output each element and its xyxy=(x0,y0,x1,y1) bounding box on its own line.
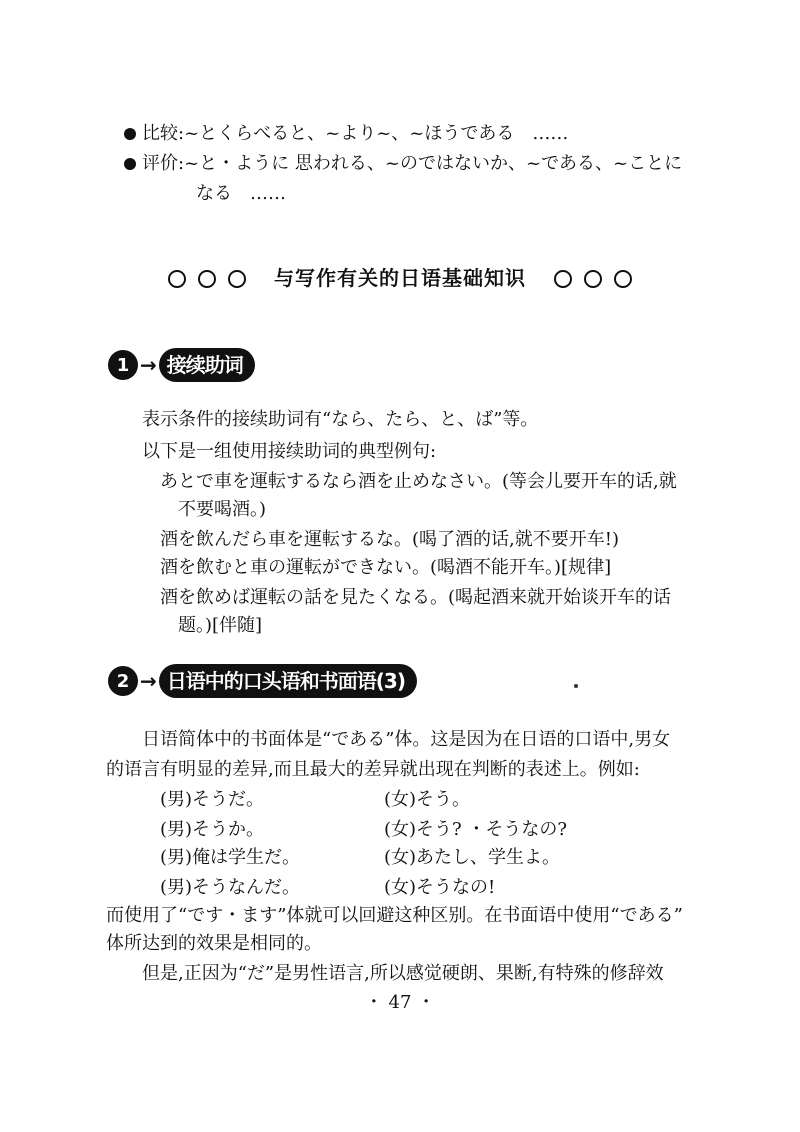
example-sentence: 酒を飲めば運転の話を見たくなる。(喝起酒来就开始谈开车的话 xyxy=(160,587,672,608)
male-example: (男)そうなんだ。 xyxy=(160,877,301,898)
bullet-text: 比较:~とくらべると、~より~、~ほうである …… xyxy=(142,123,569,144)
male-example: (男)俺は学生だ。 xyxy=(160,847,301,868)
circle-icon xyxy=(614,270,632,288)
circle-icon xyxy=(168,270,186,288)
circle-icon xyxy=(228,270,246,288)
page-number: ・ 47 ・ xyxy=(364,992,436,1013)
female-example: (女)あたし、学生よ。 xyxy=(384,847,561,868)
section-1-line: 表示条件的接续助词有“なら、たら、と、ば”等。 xyxy=(142,409,539,430)
section-2-intro: 的语言有明显的差异,而且最大的差异就出现在判断的表述上。例如: xyxy=(106,759,640,780)
section-number-badge: 1 xyxy=(108,350,138,380)
bullet-evaluation xyxy=(124,152,682,176)
male-example: (男)そうだ。 xyxy=(160,789,265,810)
section-1-header xyxy=(108,348,255,382)
section-2-intro: 日语简体中的书面体是“である”体。这是因为在日语的口语中,男女 xyxy=(142,729,671,750)
section-number-badge: 2 xyxy=(108,666,138,696)
arrow-right-icon: → xyxy=(140,353,157,377)
circle-icon xyxy=(198,270,216,288)
section-1-title: 接续助词 xyxy=(159,348,255,382)
example-sentence-cont: 题。)[伴随] xyxy=(178,615,263,636)
arrow-right-icon: → xyxy=(140,669,157,693)
bullet-text: 评价:~と・ように 思われる、~のではないか、~である、~ことに xyxy=(142,153,683,174)
example-sentence-cont: 不要喝酒。) xyxy=(178,499,267,520)
circle-icon xyxy=(554,270,572,288)
print-speck xyxy=(574,684,578,688)
section-2-outro: 体所达到的效果是相同的。 xyxy=(106,933,322,954)
section-2-header xyxy=(108,664,417,698)
main-heading-text: 与写作有关的日语基础知识 xyxy=(274,266,526,290)
bullet-comparison xyxy=(124,122,568,146)
example-sentence: 酒を飲んだら車を運転するな。(喝了酒的话,就不要开车!) xyxy=(160,529,619,550)
bullet-dot-icon xyxy=(124,128,136,140)
bullet-dot-icon xyxy=(124,158,136,170)
section-2-outro: 但是,正因为“だ”是男性语言,所以感觉硬朗、果断,有特殊的修辞效 xyxy=(142,963,664,984)
female-example: (女)そう。 xyxy=(384,789,471,810)
bullet-continuation: なる …… xyxy=(196,183,286,204)
example-sentence: 酒を飲むと車の運転ができない。(喝酒不能开车。)[规律] xyxy=(160,557,612,578)
female-example: (女)そうなの! xyxy=(384,877,496,898)
female-example: (女)そう? ・そうなの? xyxy=(384,819,568,840)
example-sentence: あとで車を運転するなら酒を止めなさい。(等会儿要开车的话,就 xyxy=(160,471,677,492)
section-2-title: 日语中的口头语和书面语(3) xyxy=(159,664,417,698)
section-1-line: 以下是一组使用接续助词的典型例句: xyxy=(142,441,437,462)
main-heading xyxy=(0,262,800,291)
circle-icon xyxy=(584,270,602,288)
male-example: (男)そうか。 xyxy=(160,819,265,840)
section-2-outro: 而使用了“です・ます”体就可以回避这种区别。在书面语中使用“である” xyxy=(106,905,683,926)
